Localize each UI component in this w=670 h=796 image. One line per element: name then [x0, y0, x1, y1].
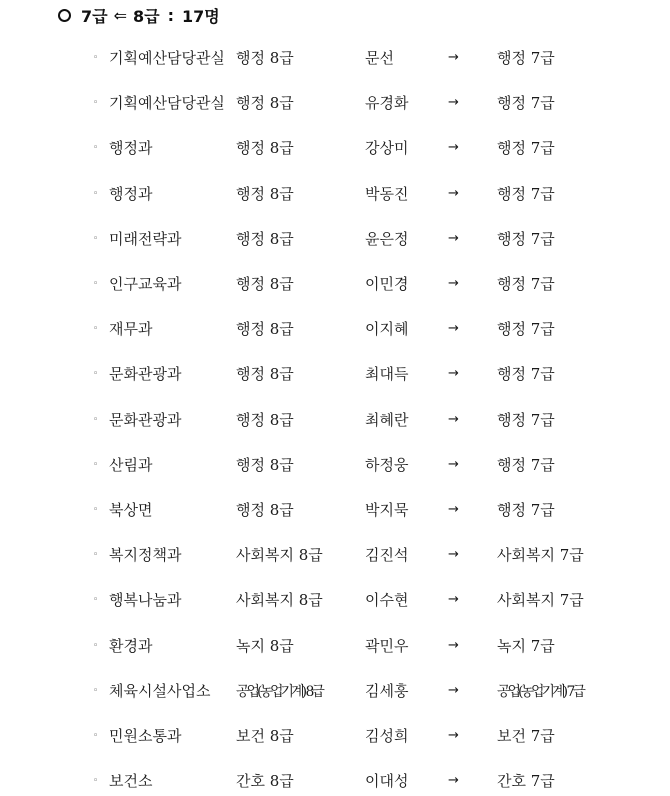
- person-name: 김성희: [365, 727, 409, 745]
- bullet-icon: ◦: [93, 188, 99, 199]
- current-grade: 행정 8급: [236, 229, 294, 248]
- bullet-icon: ◦: [93, 776, 99, 787]
- new-grade: [497, 676, 583, 707]
- new-grade: 간호 7급: [497, 772, 555, 791]
- new-grade: 행정 7급: [497, 455, 555, 474]
- department: 재무과: [109, 320, 153, 339]
- bullet-icon: ◦: [93, 324, 99, 335]
- department: 보건소: [109, 772, 153, 791]
- new-grade: 행정 7급: [497, 275, 555, 293]
- heading-colon: :: [167, 5, 174, 25]
- promotion-count: 17명: [182, 6, 220, 26]
- current-grade: 간호 8급: [236, 772, 294, 791]
- right-arrow-icon: →: [448, 728, 459, 743]
- new-grade: 보건 7급: [497, 727, 555, 745]
- new-grade-text: 공업(농업기계) 7급: [497, 683, 583, 700]
- person-name: 김진석: [365, 546, 409, 565]
- current-grade: 행정 8급: [236, 184, 294, 203]
- bullet-icon: ◦: [93, 640, 99, 651]
- right-arrow-icon: →: [448, 50, 459, 65]
- source-grade: 8급: [133, 6, 160, 26]
- right-arrow-icon: →: [448, 230, 459, 246]
- right-arrow-icon: →: [448, 592, 459, 608]
- bullet-icon: ◦: [93, 98, 99, 109]
- person-name: 최대득: [365, 365, 409, 384]
- current-grade: 행정 8급: [236, 320, 294, 339]
- right-arrow-icon: →: [448, 366, 459, 382]
- list-item: [0, 179, 670, 209]
- person-name: 강상미: [365, 139, 409, 158]
- new-grade: 행정 7급: [497, 229, 555, 248]
- list-item: [0, 766, 670, 796]
- bullet-icon: ◦: [93, 505, 99, 515]
- department: 문화관광과: [109, 410, 182, 429]
- right-arrow-icon: →: [448, 502, 459, 517]
- right-arrow-icon: →: [448, 637, 459, 653]
- bullet-icon: ◦: [93, 550, 99, 561]
- bullet-icon: ◦: [93, 143, 99, 154]
- right-arrow-icon: →: [448, 321, 459, 337]
- department: 인구교육과: [109, 275, 182, 293]
- list-item: [0, 450, 670, 480]
- department: 문화관광과: [109, 365, 182, 384]
- list-item: [0, 721, 670, 751]
- department: 미래전략과: [109, 229, 182, 248]
- current-grade: 행정 8급: [236, 275, 294, 293]
- right-arrow-icon: →: [448, 185, 459, 201]
- current-grade: 행정 8급: [236, 365, 294, 384]
- list-item: [0, 133, 670, 163]
- target-grade: 7급: [81, 6, 108, 26]
- department: 행복나눔과: [109, 591, 182, 610]
- current-grade: 사회복지 8급: [236, 591, 323, 610]
- department: 산림과: [109, 455, 153, 474]
- person-name: 최혜란: [365, 410, 409, 429]
- person-name: 유경화: [365, 94, 409, 113]
- bullet-icon: ◦: [93, 731, 99, 741]
- new-grade: 행정 7급: [497, 94, 555, 113]
- new-grade: 사회복지 7급: [497, 591, 584, 610]
- person-name: 하정웅: [365, 455, 409, 474]
- current-grade: 행정 8급: [236, 139, 294, 158]
- department: 기획예산담당관실: [109, 94, 225, 113]
- list-item: [0, 88, 670, 118]
- right-arrow-icon: →: [448, 140, 459, 156]
- person-name: 이수현: [365, 591, 409, 610]
- bullet-icon: ◦: [93, 233, 99, 244]
- right-arrow-icon: →: [448, 95, 459, 111]
- new-grade: 행정 7급: [497, 320, 555, 339]
- department: 환경과: [109, 636, 153, 655]
- person-name: 윤은정: [365, 229, 409, 248]
- current-grade: 행정 8급: [236, 410, 294, 429]
- current-grade: 행정 8급: [236, 49, 294, 67]
- bullet-icon: ◦: [93, 414, 99, 425]
- current-grade: [236, 676, 322, 707]
- person-name: 문선: [365, 49, 394, 67]
- right-arrow-icon: →: [448, 547, 459, 563]
- current-grade: 보건 8급: [236, 727, 294, 745]
- bullet-icon: ◦: [93, 595, 99, 606]
- list-item: [0, 269, 670, 299]
- list-item: [0, 676, 670, 706]
- department: 행정과: [109, 139, 153, 158]
- list-item: [0, 495, 670, 525]
- list-item: [0, 43, 670, 73]
- person-name: 이지혜: [365, 320, 409, 339]
- bullet-icon: ◦: [93, 459, 99, 470]
- person-name: 박동진: [365, 184, 409, 203]
- current-grade: 행정 8급: [236, 455, 294, 474]
- bullet-icon: ◦: [93, 279, 99, 289]
- department: 복지정책과: [109, 546, 182, 565]
- person-name: 김세훙: [365, 681, 409, 700]
- list-item: [0, 631, 670, 661]
- right-arrow-icon: →: [448, 456, 459, 472]
- list-item: [0, 585, 670, 615]
- new-grade: 녹지 7급: [497, 636, 555, 655]
- list-item: [0, 359, 670, 389]
- current-grade-text: 공업(농업기계) 8급: [236, 683, 322, 700]
- right-arrow-icon: →: [448, 411, 459, 427]
- new-grade: 행정 7급: [497, 410, 555, 429]
- department: 행정과: [109, 184, 153, 203]
- new-grade: 행정 7급: [497, 49, 555, 67]
- person-name: 이민경: [365, 275, 409, 293]
- current-grade: 행정 8급: [236, 501, 294, 519]
- current-grade: 녹지 8급: [236, 636, 294, 655]
- department: 민원소통과: [109, 727, 182, 745]
- list-item: [0, 314, 670, 344]
- new-grade: 사회복지 7급: [497, 546, 584, 565]
- department: 기획예산담당관실: [109, 49, 225, 67]
- new-grade: 행정 7급: [497, 501, 555, 519]
- person-name: 박지묵: [365, 501, 409, 519]
- list-item: [0, 405, 670, 435]
- current-grade: 사회복지 8급: [236, 546, 323, 565]
- bullet-icon: ◦: [93, 53, 99, 63]
- new-grade: 행정 7급: [497, 184, 555, 203]
- left-double-arrow-icon: ⇐: [113, 5, 127, 25]
- department: 북상면: [109, 501, 153, 519]
- current-grade: 행정 8급: [236, 94, 294, 113]
- right-arrow-icon: →: [448, 276, 459, 291]
- bullet-icon: ◦: [93, 685, 99, 696]
- bullet-icon: ◦: [93, 369, 99, 380]
- person-name: 이대성: [365, 772, 409, 791]
- new-grade: 행정 7급: [497, 365, 555, 384]
- list-item: [0, 540, 670, 570]
- department: 체육시설사업소: [109, 681, 211, 700]
- person-name: 곽민우: [365, 636, 409, 655]
- right-arrow-icon: →: [448, 773, 459, 789]
- list-item: [0, 224, 670, 254]
- right-arrow-icon: →: [448, 682, 459, 698]
- new-grade: 행정 7급: [497, 139, 555, 158]
